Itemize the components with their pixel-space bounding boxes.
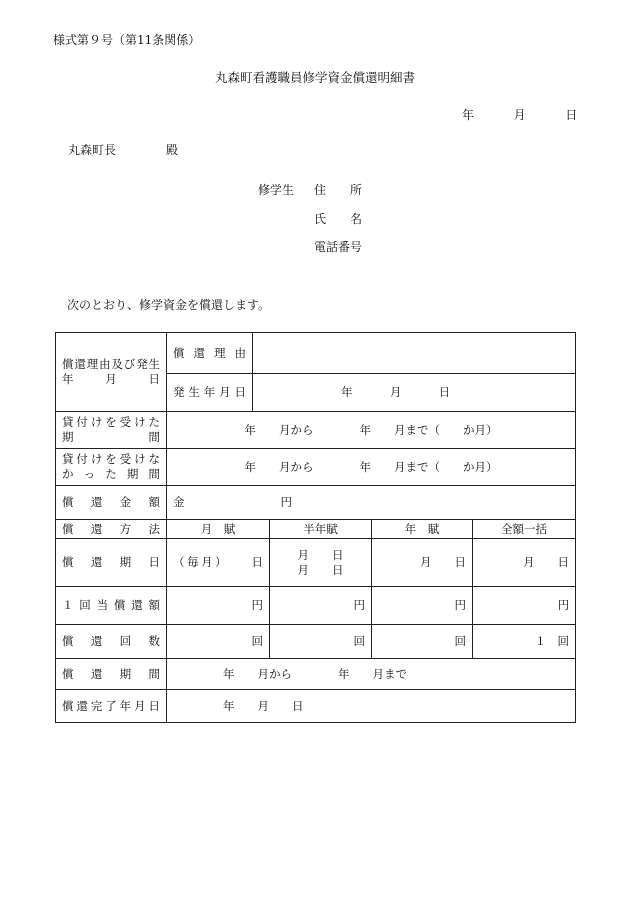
reason-label: 償 還 理 由 xyxy=(167,333,253,374)
table-row xyxy=(56,690,576,723)
method-semiannual: 半年賦 xyxy=(270,520,372,539)
occurrence-year: 年 xyxy=(341,385,353,400)
method-annual: 年 賦 xyxy=(372,520,473,539)
method-monthly: 月 賦 xyxy=(167,520,270,539)
repayment-table xyxy=(55,332,576,723)
per-payment-label: １回当償還額 xyxy=(56,587,167,625)
amount-prefix: 金 xyxy=(173,495,185,510)
amount-unit: 円 xyxy=(280,495,292,510)
form-id: 様式第９号（第11条関係） xyxy=(53,33,201,47)
date-year: 年 xyxy=(462,108,475,122)
due-monthly[interactable]: （毎月） 日 xyxy=(167,539,270,587)
loan-received-label-line2: 期間 xyxy=(62,430,160,444)
occurrence-day: 日 xyxy=(438,385,451,400)
due-semiannual-line1: 月 日 xyxy=(297,547,344,562)
per-payment-monthly[interactable]: 円 xyxy=(167,587,270,625)
table-row xyxy=(56,587,576,625)
date-day: 日 xyxy=(565,108,578,122)
due-label: 償還期日 xyxy=(56,539,167,587)
per-payment-semiannual[interactable]: 円 xyxy=(270,587,372,625)
applicant-block xyxy=(258,184,378,254)
phone-label: 電話番号 xyxy=(314,240,363,254)
applicant-role: 修学生 xyxy=(258,183,295,197)
reason-value[interactable] xyxy=(253,333,576,374)
loan-received-label-line1: 貸付けを受けた xyxy=(62,415,160,430)
due-annual[interactable]: 月 日 xyxy=(372,539,473,587)
table-row xyxy=(56,449,576,486)
table-row xyxy=(56,539,576,587)
intro-text: 次のとおり、修学資金を償還します。 xyxy=(67,298,271,312)
addressee-name: 丸森町長 xyxy=(68,143,117,157)
table-row xyxy=(56,625,576,659)
period-value[interactable]: 年 月から 年 月まで xyxy=(167,659,576,690)
amount-label: 償還金額 xyxy=(56,486,167,520)
due-semiannual-line2: 月 日 xyxy=(297,562,344,577)
address-label: 住 所 xyxy=(314,183,363,197)
table-row xyxy=(56,520,576,539)
due-semiannual[interactable] xyxy=(270,539,372,587)
name-label: 氏 名 xyxy=(314,212,363,226)
occurrence-date-value[interactable] xyxy=(253,374,576,412)
submission-date xyxy=(462,109,577,121)
occurrence-month: 月 xyxy=(389,385,402,400)
loan-not-received-label-line2: かった期間 xyxy=(62,467,160,481)
method-label: 償還方法 xyxy=(56,520,167,539)
count-monthly[interactable]: 回 xyxy=(167,625,270,659)
table-row xyxy=(56,412,576,449)
per-payment-lump-sum[interactable]: 円 xyxy=(473,587,576,625)
loan-received-period-value[interactable]: 年 月から 年 月まで（ か月） xyxy=(167,412,576,449)
due-lump-sum[interactable]: 月 日 xyxy=(473,539,576,587)
date-month: 月 xyxy=(513,108,526,122)
per-payment-annual[interactable]: 円 xyxy=(372,587,473,625)
count-semiannual[interactable]: 回 xyxy=(270,625,372,659)
loan-not-received-label xyxy=(56,449,167,486)
table-row xyxy=(56,659,576,690)
method-lump-sum: 全額一括 xyxy=(473,520,576,539)
completion-value[interactable]: 年 月 日 xyxy=(167,690,576,723)
addressee xyxy=(68,144,178,156)
count-lump-sum[interactable]: １ 回 xyxy=(473,625,576,659)
addressee-honorific: 殿 xyxy=(166,143,179,157)
count-annual[interactable]: 回 xyxy=(372,625,473,659)
occurrence-label: 発生年月日 xyxy=(167,374,253,412)
count-label: 償還回数 xyxy=(56,625,167,659)
reason-group-label: 償還理由及び発生年月日 xyxy=(56,333,167,412)
loan-not-received-label-line1: 貸付けを受けな xyxy=(62,452,160,467)
amount-value[interactable] xyxy=(167,486,576,520)
loan-not-received-period-value[interactable]: 年 月から 年 月まで（ か月） xyxy=(167,449,576,486)
loan-received-label xyxy=(56,412,167,449)
completion-label: 償還完了年月日 xyxy=(56,690,167,723)
table-row xyxy=(56,333,576,374)
period-label: 償還期間 xyxy=(56,659,167,690)
document-title: 丸森町看護職員修学資金償還明細書 xyxy=(214,70,415,85)
table-row xyxy=(56,486,576,520)
